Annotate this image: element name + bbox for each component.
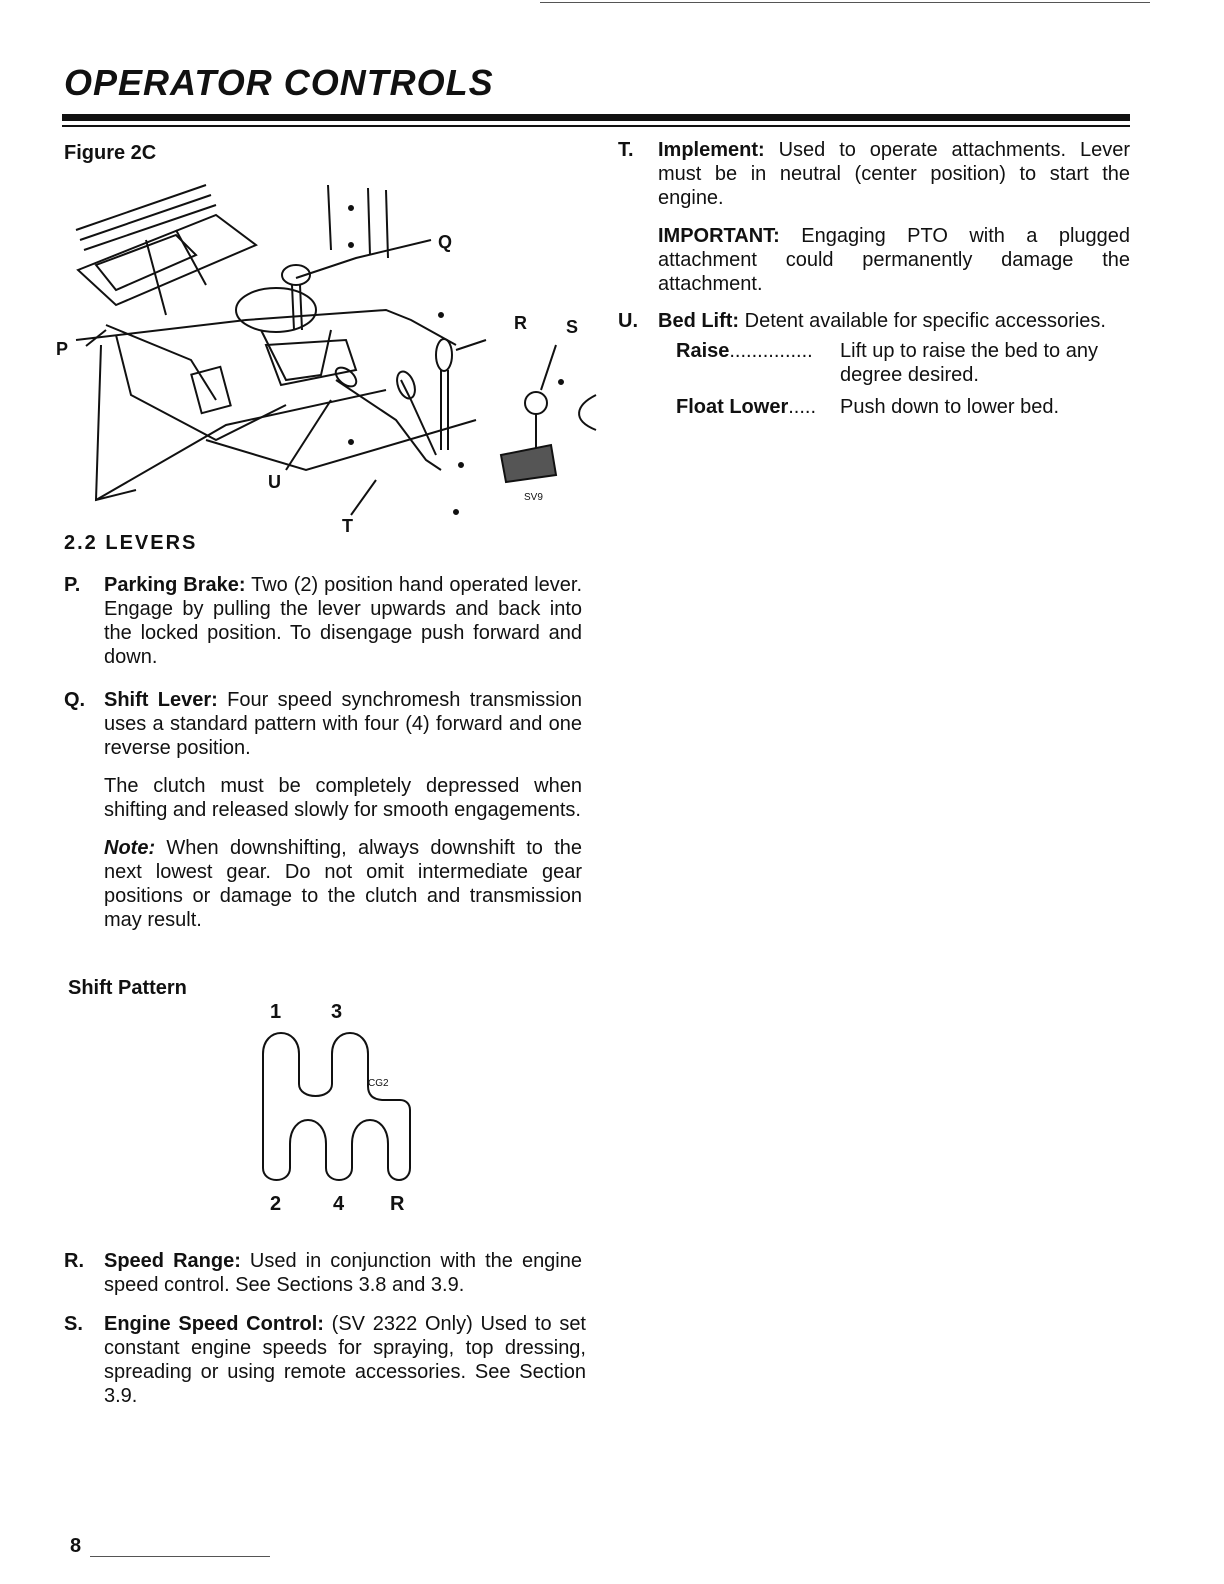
item-engine-speed-control: [64, 1312, 586, 1408]
leader-s: [541, 345, 556, 390]
row-leader: ...............: [729, 340, 813, 362]
gear-3: 3: [331, 1001, 343, 1023]
page-title: OPERATOR CONTROLS: [64, 62, 494, 103]
leader-q: [296, 240, 431, 278]
item-letter: Q.: [64, 689, 86, 711]
row-leader: .....: [788, 396, 817, 418]
shift-pattern-title: Shift Pattern: [68, 977, 187, 999]
item-letter: U.: [618, 310, 638, 332]
panel-outline: [78, 215, 256, 305]
callout-q: Q: [438, 232, 453, 252]
important-text: Engaging PTO with a plugged attachment could permanently damage the attachment.: [658, 225, 1130, 295]
item-label: Implement:: [658, 139, 765, 161]
callout-p: P: [56, 339, 69, 359]
item-letter: P.: [64, 574, 81, 596]
row-label: Float Lower: [676, 396, 789, 418]
top-scan-line: [540, 2, 1150, 3]
note-text: When downshifting, always downshift to the next lowest gear. Do not omit intermediate gear positions or damage to the clutch and transmission may result.: [104, 837, 583, 931]
pattern-code: CG2: [368, 1078, 389, 1089]
levers-illustration: [56, 170, 606, 550]
important-label: IMPORTANT:: [658, 225, 780, 247]
bed-lift-row-float-lower: [676, 395, 1130, 419]
item-letter: S.: [64, 1313, 83, 1335]
item-label: Bed Lift:: [658, 310, 740, 332]
item-parking-brake: [64, 573, 582, 669]
item-text: Two (2) position hand operated lever. Engage by pulling the lever upwards and back into the locked position. To disengage push forward and down.: [104, 574, 583, 668]
item-text: Used to operate attachments. Lever must be in neutral (center position) to start the engine.: [658, 139, 1130, 209]
item-text: Detent available for specific accessories.: [744, 310, 1106, 332]
item-text: Four speed synchromesh transmission uses a standard pattern with four (4) forward and one reverse position.: [104, 689, 582, 759]
row-label: Raise: [676, 340, 730, 362]
item-label: Engine Speed Control:: [104, 1313, 324, 1335]
bed-lift-table: [676, 339, 1130, 419]
leader-t: [351, 480, 376, 515]
shift-pattern-diagram: [250, 996, 430, 1218]
item-label: Shift Lever:: [104, 689, 218, 711]
gear-4: 4: [333, 1193, 345, 1215]
callout-r: R: [514, 313, 527, 333]
leader-r: [456, 340, 486, 350]
clutch-paragraph: The clutch must be completely depressed when shifting and released slowly for smooth engagements.: [104, 775, 582, 821]
row-desc: Lift up to raise the bed to any degree desired.: [840, 340, 1098, 386]
page-number: 8: [70, 1535, 82, 1557]
item-implement: [618, 138, 1130, 296]
bottom-scan-line: [90, 1556, 270, 1557]
header-rule-thick: [62, 114, 1130, 121]
callout-s: S: [566, 317, 579, 337]
item-letter: R.: [64, 1250, 84, 1272]
bed-lift-row-raise: [676, 339, 1130, 387]
gear-2: 2: [270, 1193, 282, 1215]
header-rule-thin: [62, 125, 1130, 127]
item-shift-lever: [64, 688, 582, 932]
item-text: (SV 2322 Only) Used to set constant engine speeds for spraying, top dressing, spreading or using remote accessories. See Section 3.9.: [104, 1313, 586, 1407]
gate-outline: [263, 1033, 410, 1180]
row-desc: Push down to lower bed.: [840, 396, 1060, 418]
item-bed-lift: [618, 309, 1130, 419]
callout-u: U: [268, 472, 281, 492]
gear-1: 1: [270, 1001, 282, 1023]
gear-r: R: [390, 1193, 405, 1215]
item-label: Parking Brake:: [104, 574, 246, 596]
item-label: Speed Range:: [104, 1250, 241, 1272]
item-speed-range: [64, 1249, 582, 1297]
section-heading: 2.2 LEVERS: [64, 532, 198, 554]
figure-code: SV9: [524, 492, 543, 503]
callout-t: T: [342, 516, 353, 536]
figure-label: Figure 2C: [64, 142, 157, 164]
item-text: Used in conjunction with the engine speed control. See Sections 3.8 and 3.9.: [104, 1250, 582, 1296]
item-letter: T.: [618, 139, 634, 161]
note-label: Note:: [104, 837, 156, 859]
